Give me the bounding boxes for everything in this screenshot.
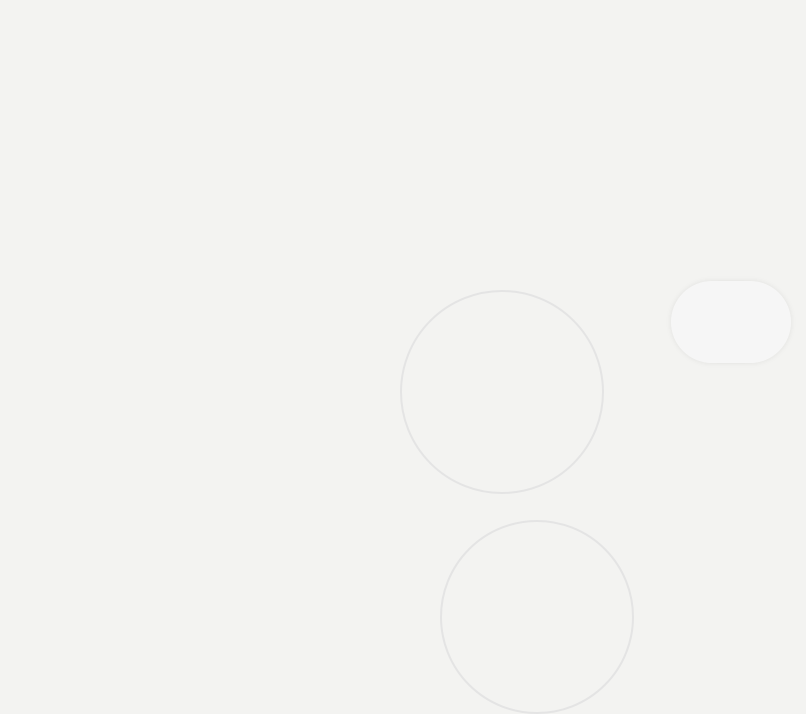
stamp-watermark bbox=[400, 290, 604, 494]
page-indicator bbox=[671, 281, 791, 363]
stamp-watermark-lower bbox=[440, 520, 634, 714]
